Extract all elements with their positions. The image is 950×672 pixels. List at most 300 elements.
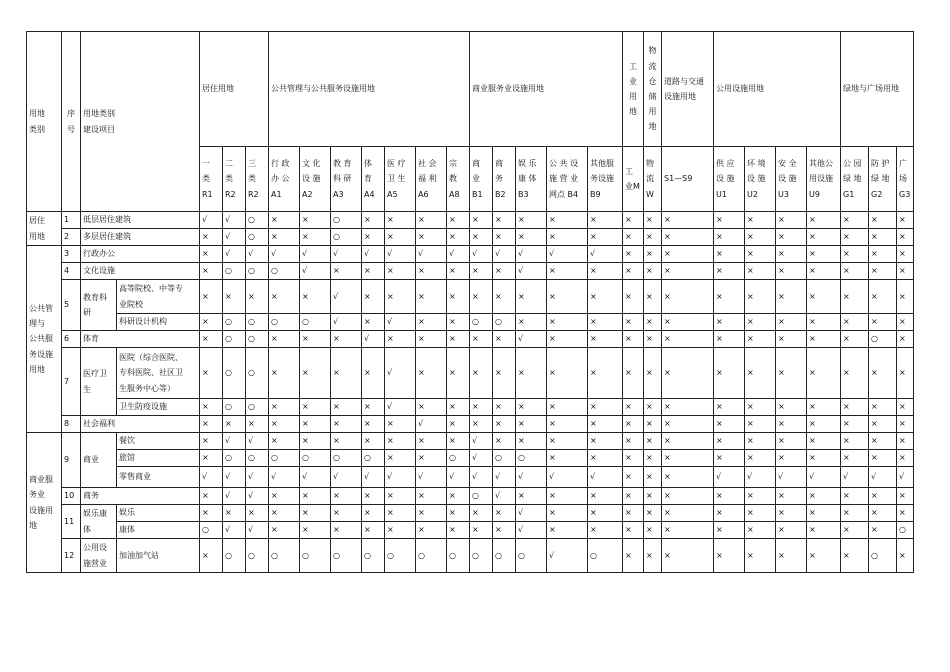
- table-row: [27, 450, 914, 467]
- compatibility-mark: √: [300, 467, 331, 488]
- compatibility-mark: √: [547, 246, 588, 263]
- item-subtype-label: 医院（综合医院、 专科医院、社区卫 生服务中心等）: [117, 348, 200, 399]
- compatibility-mark: ×: [547, 433, 588, 450]
- compatibility-mark: ×: [644, 467, 662, 488]
- compatibility-mark: ×: [447, 522, 470, 539]
- row-number: 3: [62, 246, 81, 263]
- compatibility-mark: √: [385, 399, 416, 416]
- subcategory-header: 文 化 设 施 A2: [300, 147, 331, 212]
- compatibility-mark: ×: [300, 229, 331, 246]
- compatibility-mark: √: [362, 467, 385, 488]
- compatibility-mark: ×: [897, 505, 914, 522]
- compatibility-mark: ×: [447, 399, 470, 416]
- compatibility-mark: ×: [200, 450, 223, 467]
- compatibility-mark: √: [588, 246, 623, 263]
- compatibility-mark: ×: [200, 246, 223, 263]
- compatibility-mark: ×: [493, 505, 516, 522]
- compatibility-mark: ×: [841, 246, 869, 263]
- compatibility-mark: ×: [714, 433, 745, 450]
- compatibility-mark: ○: [493, 450, 516, 467]
- compatibility-mark: √: [246, 467, 269, 488]
- compatibility-mark: √: [223, 467, 246, 488]
- compatibility-mark: √: [470, 450, 493, 467]
- compatibility-mark: ×: [714, 450, 745, 467]
- compatibility-mark: ○: [447, 450, 470, 467]
- compatibility-mark: ×: [807, 505, 841, 522]
- compatibility-mark: ○: [200, 522, 223, 539]
- compatibility-mark: ×: [269, 488, 300, 505]
- compatibility-mark: ×: [869, 280, 897, 314]
- compatibility-mark: ×: [416, 522, 447, 539]
- compatibility-mark: ×: [807, 263, 841, 280]
- item-subtype-label: 零售商业: [117, 467, 200, 488]
- compatibility-mark: ×: [623, 246, 644, 263]
- compatibility-mark: ×: [745, 433, 776, 450]
- item-group-label: 医疗卫 生: [81, 348, 117, 416]
- compatibility-mark: ×: [416, 433, 447, 450]
- compatibility-mark: ×: [547, 229, 588, 246]
- compatibility-mark: ×: [223, 505, 246, 522]
- compatibility-mark: √: [447, 467, 470, 488]
- compatibility-mark: √: [470, 246, 493, 263]
- row-number: 4: [62, 263, 81, 280]
- compatibility-mark: √: [362, 246, 385, 263]
- table-row: [27, 416, 914, 433]
- compatibility-mark: √: [516, 331, 547, 348]
- compatibility-mark: ×: [331, 331, 362, 348]
- compatibility-mark: ×: [362, 229, 385, 246]
- compatibility-mark: ×: [776, 212, 807, 229]
- compatibility-mark: ×: [807, 280, 841, 314]
- compatibility-mark: √: [331, 280, 362, 314]
- row-number: 2: [62, 229, 81, 246]
- compatibility-mark: ×: [447, 505, 470, 522]
- compatibility-mark: ○: [331, 229, 362, 246]
- compatibility-mark: ×: [807, 331, 841, 348]
- compatibility-mark: ○: [362, 539, 385, 573]
- compatibility-mark: ×: [662, 246, 714, 263]
- compatibility-mark: ×: [776, 348, 807, 399]
- compatibility-mark: ×: [470, 416, 493, 433]
- item-label: 体育: [81, 331, 200, 348]
- compatibility-mark: ×: [623, 467, 644, 488]
- compatibility-mark: ×: [714, 280, 745, 314]
- compatibility-mark: ×: [300, 212, 331, 229]
- compatibility-mark: ×: [588, 416, 623, 433]
- compatibility-mark: ×: [776, 539, 807, 573]
- compatibility-mark: ×: [662, 505, 714, 522]
- compatibility-mark: ×: [807, 399, 841, 416]
- compatibility-mark: ×: [385, 416, 416, 433]
- subcategory-header: 行 政 办 公 A1: [269, 147, 300, 212]
- compatibility-mark: ×: [644, 399, 662, 416]
- compatibility-mark: ×: [745, 314, 776, 331]
- item-subtype-label: 餐饮: [117, 433, 200, 450]
- compatibility-mark: ×: [200, 280, 223, 314]
- table-row: [27, 522, 914, 539]
- compatibility-mark: ×: [269, 229, 300, 246]
- compatibility-mark: ×: [269, 348, 300, 399]
- compatibility-mark: ×: [745, 229, 776, 246]
- compatibility-mark: ×: [807, 416, 841, 433]
- compatibility-mark: ×: [331, 488, 362, 505]
- compatibility-mark: ×: [745, 263, 776, 280]
- compatibility-mark: ×: [269, 416, 300, 433]
- compatibility-mark: ×: [662, 539, 714, 573]
- compatibility-mark: ×: [588, 212, 623, 229]
- compatibility-mark: ×: [447, 314, 470, 331]
- compatibility-mark: ×: [331, 505, 362, 522]
- compatibility-mark: ×: [300, 433, 331, 450]
- compatibility-mark: ○: [223, 348, 246, 399]
- compatibility-mark: ○: [300, 539, 331, 573]
- compatibility-mark: ×: [385, 263, 416, 280]
- compatibility-mark: ×: [547, 399, 588, 416]
- compatibility-mark: ×: [841, 433, 869, 450]
- group-green-space: 绿地与广场用地: [841, 32, 914, 147]
- compatibility-mark: ×: [588, 263, 623, 280]
- compatibility-mark: ×: [362, 522, 385, 539]
- group-logistics: 物 流 仓 储 用 地: [644, 32, 662, 147]
- compatibility-mark: ×: [745, 416, 776, 433]
- compatibility-mark: ○: [246, 348, 269, 399]
- compatibility-mark: √: [776, 467, 807, 488]
- compatibility-mark: ×: [470, 263, 493, 280]
- table-row: [27, 539, 914, 573]
- item-subtype-label: 康体: [117, 522, 200, 539]
- row-number: 9: [62, 433, 81, 488]
- item-subtype-label: 旅馆: [117, 450, 200, 467]
- compatibility-mark: ×: [416, 280, 447, 314]
- compatibility-mark: ×: [331, 433, 362, 450]
- compatibility-mark: ×: [745, 331, 776, 348]
- header-construction-item: 用地类别 建设项目: [81, 32, 200, 212]
- row-number: 5: [62, 280, 81, 331]
- compatibility-mark: ×: [547, 280, 588, 314]
- compatibility-mark: ×: [623, 212, 644, 229]
- compatibility-mark: ×: [269, 212, 300, 229]
- land-category-cell: 居住 用地: [27, 212, 62, 246]
- compatibility-mark: ×: [200, 263, 223, 280]
- item-subtype-label: 加油加气站: [117, 539, 200, 573]
- compatibility-mark: ×: [200, 539, 223, 573]
- compatibility-mark: ×: [200, 505, 223, 522]
- compatibility-mark: ×: [588, 505, 623, 522]
- compatibility-mark: ×: [223, 280, 246, 314]
- table-row: [27, 212, 914, 229]
- compatibility-mark: √: [745, 467, 776, 488]
- compatibility-mark: ×: [447, 331, 470, 348]
- compatibility-mark: ×: [362, 263, 385, 280]
- compatibility-mark: ×: [841, 416, 869, 433]
- compatibility-mark: ×: [200, 314, 223, 331]
- compatibility-mark: ×: [807, 246, 841, 263]
- compatibility-mark: ×: [547, 212, 588, 229]
- compatibility-mark: √: [447, 246, 470, 263]
- compatibility-mark: ×: [200, 348, 223, 399]
- compatibility-mark: ×: [547, 314, 588, 331]
- compatibility-mark: ×: [493, 331, 516, 348]
- compatibility-mark: ○: [223, 399, 246, 416]
- compatibility-mark: ×: [385, 505, 416, 522]
- subcategory-header: 物 流 W: [644, 147, 662, 212]
- compatibility-mark: ×: [516, 280, 547, 314]
- compatibility-mark: ×: [644, 314, 662, 331]
- compatibility-mark: ×: [493, 212, 516, 229]
- compatibility-mark: ×: [714, 331, 745, 348]
- compatibility-mark: ×: [470, 522, 493, 539]
- compatibility-mark: ×: [588, 488, 623, 505]
- compatibility-mark: ×: [807, 522, 841, 539]
- compatibility-mark: ×: [714, 416, 745, 433]
- compatibility-mark: ×: [547, 505, 588, 522]
- compatibility-mark: ×: [644, 433, 662, 450]
- item-label: 社会福利: [81, 416, 200, 433]
- compatibility-mark: ×: [807, 229, 841, 246]
- compatibility-mark: √: [246, 488, 269, 505]
- row-number: 11: [62, 505, 81, 539]
- compatibility-mark: ×: [662, 488, 714, 505]
- compatibility-mark: ×: [447, 280, 470, 314]
- compatibility-mark: ×: [588, 314, 623, 331]
- compatibility-mark: ×: [644, 331, 662, 348]
- item-subtype-label: 娱乐: [117, 505, 200, 522]
- compatibility-mark: ×: [200, 331, 223, 348]
- compatibility-mark: ×: [714, 246, 745, 263]
- compatibility-mark: ×: [385, 433, 416, 450]
- compatibility-mark: ×: [362, 348, 385, 399]
- compatibility-mark: ○: [300, 450, 331, 467]
- compatibility-mark: ×: [776, 246, 807, 263]
- compatibility-mark: ×: [869, 488, 897, 505]
- table-row: [27, 348, 914, 399]
- compatibility-mark: ×: [493, 522, 516, 539]
- compatibility-mark: ×: [623, 450, 644, 467]
- compatibility-mark: √: [493, 488, 516, 505]
- compatibility-mark: ×: [807, 488, 841, 505]
- compatibility-mark: ×: [200, 229, 223, 246]
- compatibility-mark: ×: [269, 331, 300, 348]
- compatibility-mark: ×: [662, 522, 714, 539]
- compatibility-mark: ×: [588, 229, 623, 246]
- compatibility-mark: ×: [516, 399, 547, 416]
- compatibility-mark: ×: [447, 263, 470, 280]
- header-land-type: 用地 类别: [27, 32, 62, 212]
- compatibility-mark: √: [516, 246, 547, 263]
- item-group-label: 公用设 施营业: [81, 539, 117, 573]
- compatibility-mark: ×: [588, 450, 623, 467]
- compatibility-mark: ×: [897, 263, 914, 280]
- compatibility-mark: ×: [807, 348, 841, 399]
- header-serial-no: 序 号: [62, 32, 81, 212]
- compatibility-mark: ×: [331, 522, 362, 539]
- compatibility-mark: ×: [447, 488, 470, 505]
- compatibility-mark: ×: [776, 331, 807, 348]
- compatibility-mark: ×: [841, 331, 869, 348]
- row-number: 8: [62, 416, 81, 433]
- subcategory-header: 工 业M: [623, 147, 644, 212]
- group-residential: 居住用地: [200, 32, 269, 147]
- compatibility-mark: ×: [714, 522, 745, 539]
- compatibility-mark: ×: [493, 280, 516, 314]
- compatibility-mark: √: [869, 467, 897, 488]
- land-use-compatibility-table: [26, 31, 914, 573]
- compatibility-mark: ×: [493, 348, 516, 399]
- group-industrial: 工 业 用 地: [623, 32, 644, 147]
- compatibility-mark: ×: [362, 505, 385, 522]
- compatibility-mark: ×: [776, 522, 807, 539]
- table-row: [27, 246, 914, 263]
- compatibility-mark: ×: [644, 263, 662, 280]
- item-label: 行政办公: [81, 246, 200, 263]
- compatibility-mark: ×: [644, 488, 662, 505]
- compatibility-mark: ×: [588, 433, 623, 450]
- compatibility-mark: √: [416, 416, 447, 433]
- compatibility-mark: ×: [644, 212, 662, 229]
- compatibility-mark: ×: [807, 450, 841, 467]
- compatibility-mark: ○: [269, 539, 300, 573]
- compatibility-mark: ×: [869, 246, 897, 263]
- compatibility-mark: √: [493, 467, 516, 488]
- compatibility-mark: ×: [300, 331, 331, 348]
- compatibility-mark: ×: [300, 522, 331, 539]
- subcategory-header: 一 类 R1: [200, 147, 223, 212]
- compatibility-mark: ○: [246, 450, 269, 467]
- compatibility-mark: √: [493, 246, 516, 263]
- item-label: 文化设施: [81, 263, 200, 280]
- subcategory-header: 三 类 R2: [246, 147, 269, 212]
- subcategory-header: 二 类 R2: [223, 147, 246, 212]
- item-label: 多层居住建筑: [81, 229, 200, 246]
- compatibility-mark: ×: [362, 212, 385, 229]
- compatibility-mark: ×: [807, 433, 841, 450]
- compatibility-mark: ×: [776, 399, 807, 416]
- compatibility-mark: ×: [300, 416, 331, 433]
- compatibility-mark: ×: [416, 399, 447, 416]
- compatibility-mark: ×: [269, 505, 300, 522]
- compatibility-mark: ×: [714, 263, 745, 280]
- compatibility-mark: √: [807, 467, 841, 488]
- compatibility-mark: ×: [362, 314, 385, 331]
- compatibility-mark: ×: [644, 522, 662, 539]
- subcategory-header: 商 业 B1: [470, 147, 493, 212]
- compatibility-mark: ×: [385, 522, 416, 539]
- compatibility-mark: ×: [623, 416, 644, 433]
- compatibility-mark: ×: [714, 314, 745, 331]
- compatibility-mark: ○: [470, 539, 493, 573]
- compatibility-mark: ×: [776, 280, 807, 314]
- subcategory-header: 供 应 设 施 U1: [714, 147, 745, 212]
- compatibility-mark: ×: [223, 416, 246, 433]
- compatibility-mark: ○: [493, 314, 516, 331]
- subcategory-header: 广 场 G3: [897, 147, 914, 212]
- compatibility-mark: ×: [623, 348, 644, 399]
- group-transport: 道路与交通 设施用地: [662, 32, 714, 147]
- compatibility-mark: ×: [588, 522, 623, 539]
- compatibility-mark: ×: [516, 488, 547, 505]
- compatibility-mark: √: [547, 467, 588, 488]
- compatibility-mark: ×: [588, 280, 623, 314]
- compatibility-mark: ×: [714, 212, 745, 229]
- compatibility-mark: ×: [662, 348, 714, 399]
- compatibility-mark: √: [897, 467, 914, 488]
- row-number: 7: [62, 348, 81, 416]
- compatibility-mark: √: [516, 263, 547, 280]
- compatibility-mark: ○: [516, 539, 547, 573]
- compatibility-mark: ○: [385, 539, 416, 573]
- compatibility-mark: ×: [807, 314, 841, 331]
- compatibility-mark: ×: [385, 229, 416, 246]
- compatibility-mark: ×: [644, 348, 662, 399]
- compatibility-mark: ×: [588, 331, 623, 348]
- compatibility-mark: √: [300, 246, 331, 263]
- compatibility-mark: ×: [897, 488, 914, 505]
- compatibility-mark: ×: [662, 450, 714, 467]
- land-category-cell: 商业服 务业 设施用 地: [27, 433, 62, 573]
- subcategory-header: 防 护 绿 地 G2: [869, 147, 897, 212]
- compatibility-mark: ×: [623, 280, 644, 314]
- compatibility-mark: ×: [662, 280, 714, 314]
- compatibility-mark: √: [223, 433, 246, 450]
- compatibility-mark: ○: [588, 539, 623, 573]
- compatibility-mark: ○: [246, 229, 269, 246]
- compatibility-mark: ×: [516, 212, 547, 229]
- compatibility-mark: ×: [447, 348, 470, 399]
- compatibility-mark: ×: [841, 212, 869, 229]
- compatibility-mark: ×: [362, 416, 385, 433]
- compatibility-mark: ×: [200, 488, 223, 505]
- compatibility-mark: ○: [869, 331, 897, 348]
- compatibility-mark: ×: [776, 314, 807, 331]
- compatibility-mark: ×: [662, 229, 714, 246]
- compatibility-mark: √: [385, 246, 416, 263]
- compatibility-mark: ×: [493, 263, 516, 280]
- compatibility-mark: ×: [416, 314, 447, 331]
- compatibility-mark: ×: [331, 416, 362, 433]
- compatibility-mark: ×: [547, 263, 588, 280]
- group-public-services: 公共管理与公共服务设施用地: [269, 32, 470, 147]
- compatibility-mark: ×: [897, 331, 914, 348]
- compatibility-mark: √: [331, 314, 362, 331]
- compatibility-mark: ×: [623, 229, 644, 246]
- compatibility-mark: ×: [416, 348, 447, 399]
- compatibility-mark: ×: [745, 505, 776, 522]
- subcategory-header: 其他公 用设施 U9: [807, 147, 841, 212]
- compatibility-mark: ×: [807, 212, 841, 229]
- compatibility-mark: ×: [776, 433, 807, 450]
- compatibility-mark: √: [385, 348, 416, 399]
- compatibility-mark: ×: [897, 229, 914, 246]
- compatibility-mark: ×: [300, 280, 331, 314]
- compatibility-mark: ×: [869, 433, 897, 450]
- compatibility-mark: ×: [493, 416, 516, 433]
- compatibility-mark: ×: [869, 399, 897, 416]
- compatibility-mark: ×: [869, 263, 897, 280]
- compatibility-mark: ○: [470, 488, 493, 505]
- compatibility-mark: ×: [897, 539, 914, 573]
- row-number: 6: [62, 331, 81, 348]
- compatibility-mark: ×: [644, 505, 662, 522]
- compatibility-mark: √: [200, 212, 223, 229]
- compatibility-mark: ×: [662, 433, 714, 450]
- compatibility-mark: √: [331, 246, 362, 263]
- compatibility-mark: ×: [362, 488, 385, 505]
- compatibility-mark: √: [516, 505, 547, 522]
- compatibility-mark: ○: [246, 212, 269, 229]
- compatibility-mark: ×: [776, 416, 807, 433]
- subcategory-header: 公 共 设 施 营 业 网点 B4: [547, 147, 588, 212]
- compatibility-mark: ×: [662, 467, 714, 488]
